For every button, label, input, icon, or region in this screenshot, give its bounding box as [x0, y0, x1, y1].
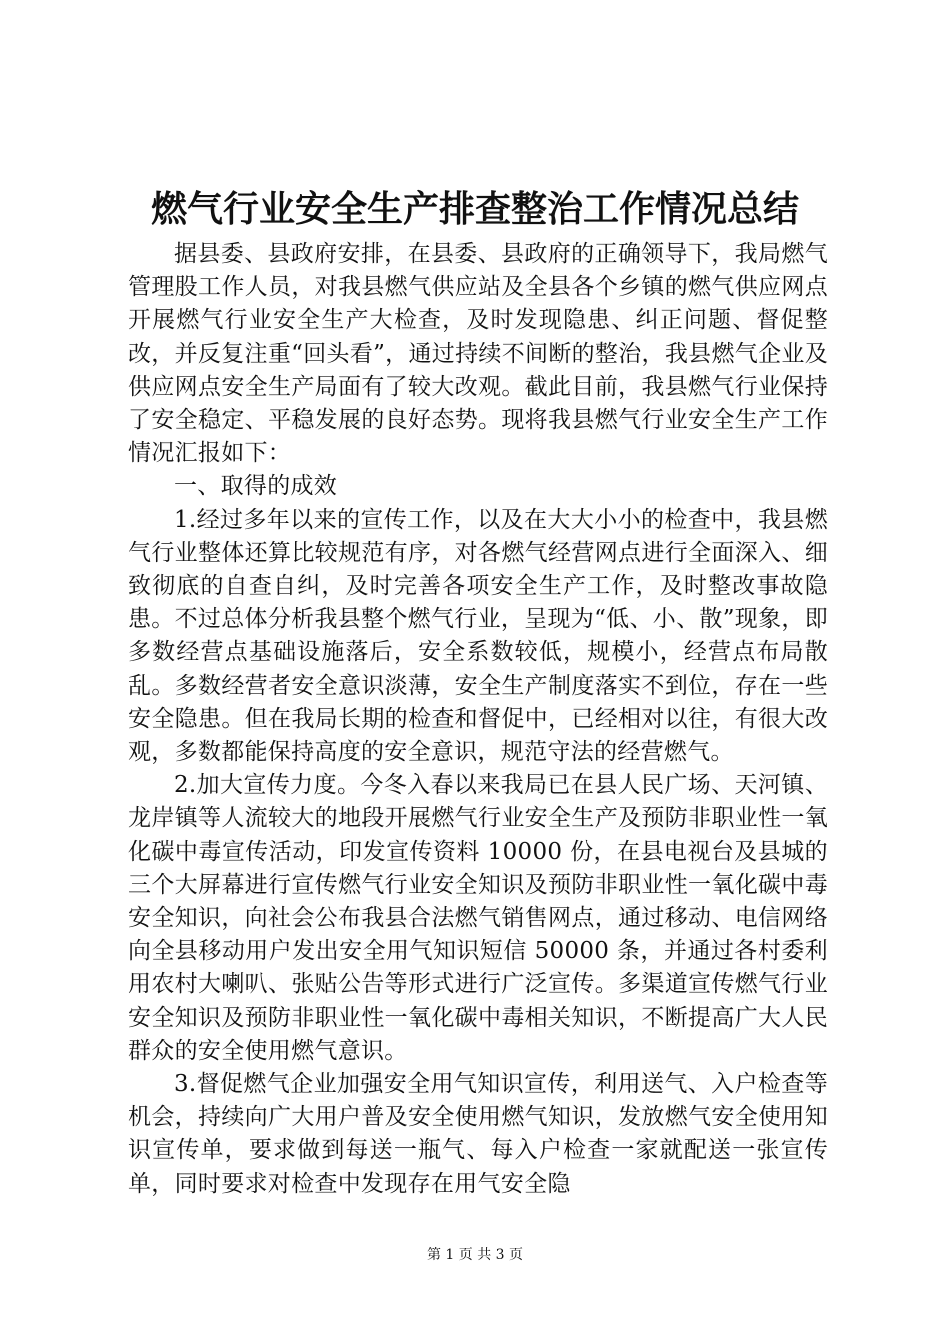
paragraph-item-3: 3.督促燃气企业加强安全用气知识宣传，利用送气、入户检查等机会，持续向广大用户普及安全使用燃气知识，发放燃气安全使用知识宣传单，要求做到每送一瓶气、每入户检查一家就配送一张宣传单，同时要求对检查中发现存在用气安全隐	[128, 1071, 828, 1197]
paragraph-item-1: 1.经过多年以来的宣传工作，以及在大大小小的检查中，我县燃气行业整体还算比较规范有序，对各燃气经营网点进行全面深入、细致彻底的自查自纠，及时完善各项安全生产工作，及时整改事故隐患。不过总体分析我县整个燃气行业，呈现为“低、小、散”现象，即多数经营点基础设施落后，安全系数较低，规模小，经营点布局散乱。多数经营者安全意识淡薄，安全生产制度落实不到位，存在一些安全隐患。但在我局长期的检查和督促中，已经相对以往，有很大改观，多数都能保持高度的安全意识，规范守法的经营燃气。	[128, 506, 828, 766]
paragraph-item-2: 2.加大宣传力度。今冬入春以来我局已在县人民广场、天河镇、龙岸镇等人流较大的地段开展燃气行业安全生产及预防非职业性一氧化碳中毒宣传活动，印发宣传资料 10000 份，在县电视台及县城的三个大屏幕进行宣传燃气行业安全知识及预防非职业性一氧化碳中毒安全知识，向社会公布我县合法燃气销售网点，通过移动、电信网络向全县移动用户发出安全用气知识短信 50000 条，并通过各村委利用农村大喇叭、张贴公告等形式进行广泛宣传。多渠道宣传燃气行业安全知识及预防非职业性一氧化碳中毒相关知识，不断提高广大人民群众的安全使用燃气意识。	[128, 772, 828, 1064]
page-footer: 第 1 页 共 3 页	[426, 1247, 524, 1263]
paragraph-intro: 据县委、县政府安排，在县委、县政府的正确领导下，我局燃气管理股工作人员，对我县燃气供应站及全县各个乡镇的燃气供应网点开展燃气行业安全生产大检查，及时发现隐患、纠正问题、督促整改，并反复注重“回头看”，通过持续不间断的整治，我县燃气企业及供应网点安全生产局面有了较大改观。截此目前，我县燃气行业保持了安全稳定、平稳发展的良好态势。现将我县燃气行业安全生产工作情况汇报如下：	[128, 241, 828, 467]
document-body	[128, 238, 828, 1201]
document-title: 燃气行业安全生产排查整治工作情况总结	[150, 188, 799, 230]
section-heading: 一、取得的成效	[174, 473, 338, 500]
